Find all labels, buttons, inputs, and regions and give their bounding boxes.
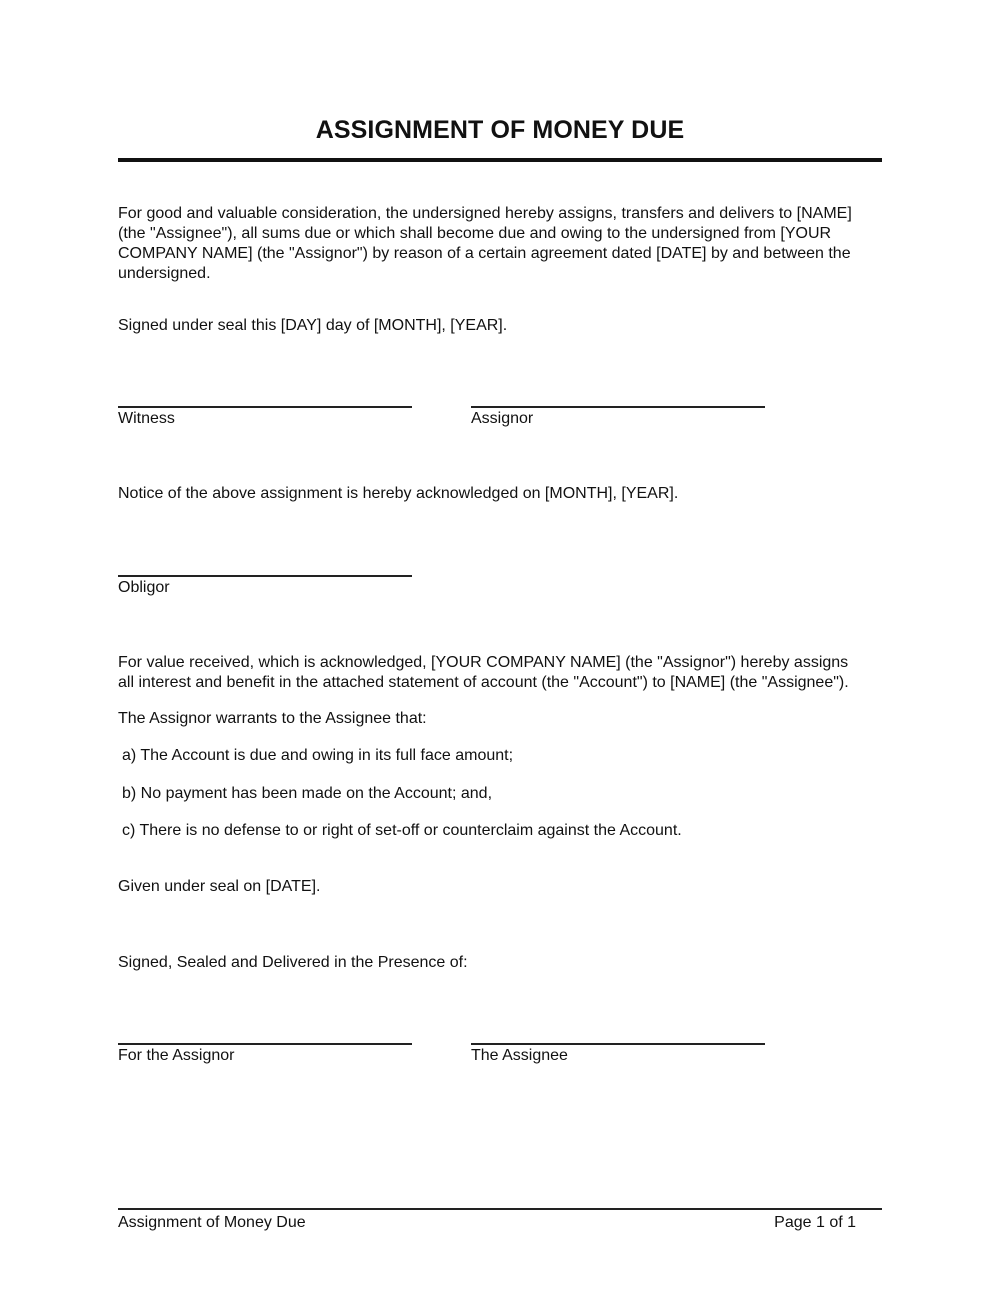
- intro-line: For good and valuable consideration, the undersigned hereby assigns, transfers and delivers to [NAME]: [118, 205, 852, 222]
- value-line: all interest and benefit in the attached statement of account (the "Account") to [NAME] (the "Assignee").: [118, 674, 849, 691]
- assignee-label: The Assignee: [471, 1047, 568, 1064]
- intro-line: COMPANY NAME] (the "Assignor") by reason of a certain agreement dated [DATE] by and between the: [118, 245, 851, 262]
- assignor-signature-line[interactable]: [471, 406, 765, 408]
- assignor-label: Assignor: [471, 410, 534, 427]
- value-line: For value received, which is acknowledged, [YOUR COMPANY NAME] (the "Assignor") hereby assigns: [118, 654, 849, 671]
- intro-paragraph: [118, 204, 888, 284]
- warranty-item-c: c) There is no defense to or right of set-off or counterclaim against the Account.: [122, 822, 682, 839]
- presence-text: Signed, Sealed and Delivered in the Presence of:: [118, 954, 468, 971]
- footer-title: Assignment of Money Due: [118, 1214, 306, 1231]
- page-number: Page 1 of 1: [774, 1214, 856, 1231]
- intro-line: undersigned.: [118, 265, 211, 282]
- for-assignor-signature-line[interactable]: [118, 1043, 412, 1045]
- witness-signature-line[interactable]: [118, 406, 412, 408]
- warranty-item-b: b) No payment has been made on the Account; and,: [122, 785, 493, 802]
- value-paragraph: [118, 653, 888, 693]
- document-title: ASSIGNMENT OF MONEY DUE: [315, 116, 685, 144]
- obligor-signature-line[interactable]: [118, 575, 412, 577]
- given-under-seal-text: Given under seal on [DATE].: [118, 878, 321, 895]
- footer-divider: [118, 1208, 882, 1210]
- warranty-item-a: a) The Account is due and owing in its full face amount;: [122, 747, 514, 764]
- witness-label: Witness: [118, 410, 175, 427]
- intro-line: (the "Assignee"), all sums due or which shall become due and owing to the undersigned from [YOUR: [118, 225, 832, 242]
- title-divider: [118, 158, 882, 162]
- signed-under-seal-text: Signed under seal this [DAY] day of [MONTH], [YEAR].: [118, 317, 508, 334]
- obligor-label: Obligor: [118, 579, 170, 596]
- notice-text: Notice of the above assignment is hereby acknowledged on [MONTH], [YEAR].: [118, 485, 679, 502]
- assignee-signature-line[interactable]: [471, 1043, 765, 1045]
- warranty-intro: The Assignor warrants to the Assignee that:: [118, 710, 427, 727]
- for-assignor-label: For the Assignor: [118, 1047, 235, 1064]
